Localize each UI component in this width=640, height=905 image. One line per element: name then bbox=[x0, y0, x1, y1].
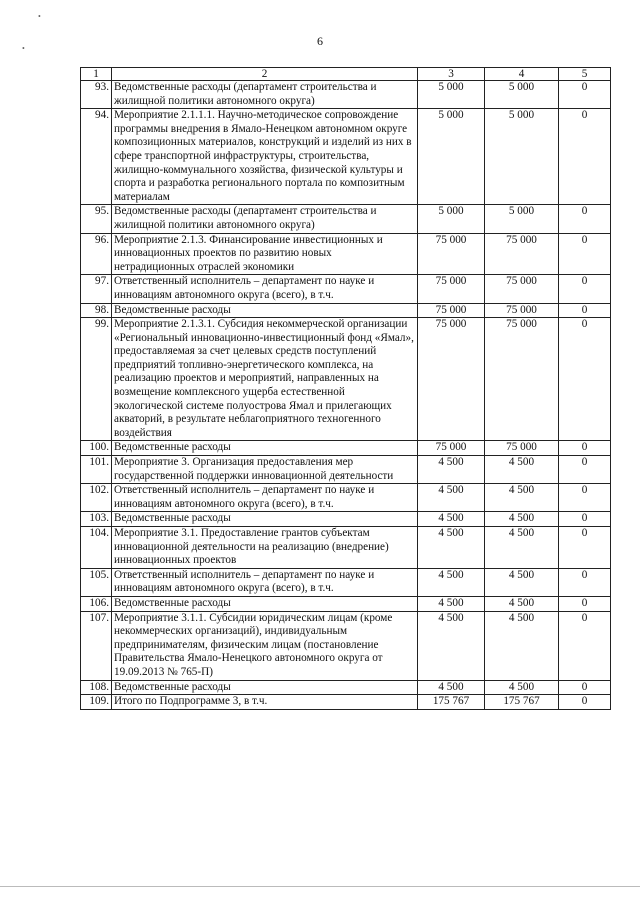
row-value-col5-cell: 0 bbox=[559, 303, 611, 318]
table-row bbox=[81, 318, 611, 441]
row-value-col3-cell: 175 767 bbox=[418, 695, 485, 710]
row-description-cell: Ответственный исполнитель – департамент по науке и инновациям автономного округа (всего), в т.ч. bbox=[112, 275, 418, 303]
row-number-cell: 95. bbox=[81, 205, 112, 233]
row-value-col5-cell: 0 bbox=[559, 512, 611, 527]
row-value-col5-cell: 0 bbox=[559, 318, 611, 441]
row-value-col4-cell: 4 500 bbox=[485, 512, 559, 527]
table-row bbox=[81, 695, 611, 710]
row-value-col5-cell: 0 bbox=[559, 275, 611, 303]
row-value-col4-cell: 75 000 bbox=[485, 233, 559, 275]
row-number-cell: 93. bbox=[81, 81, 112, 109]
row-value-col5-cell: 0 bbox=[559, 205, 611, 233]
row-value-col5-cell: 0 bbox=[559, 596, 611, 611]
row-number-cell: 107. bbox=[81, 611, 112, 680]
row-value-col4-cell: 4 500 bbox=[485, 527, 559, 569]
row-number-cell: 97. bbox=[81, 275, 112, 303]
row-number-cell: 104. bbox=[81, 527, 112, 569]
header-cell-4: 4 bbox=[485, 68, 559, 81]
row-value-col4-cell: 4 500 bbox=[485, 611, 559, 680]
page-number: 6 bbox=[317, 34, 323, 48]
row-value-col3-cell: 4 500 bbox=[418, 680, 485, 695]
row-number-cell: 100. bbox=[81, 441, 112, 456]
header-cell-1: 1 bbox=[81, 68, 112, 81]
row-value-col5-cell: 0 bbox=[559, 109, 611, 205]
page-bottom-edge bbox=[0, 886, 640, 887]
row-value-col5-cell: 0 bbox=[559, 81, 611, 109]
row-value-col4-cell: 75 000 bbox=[485, 275, 559, 303]
table-row bbox=[81, 233, 611, 275]
row-description-cell: Мероприятие 3.1.1. Субсидии юридическим лицам (кроме некоммерческих организаций), индивидуальным предпринимателям, физическим лицам (постановление Правительства Ямало-Ненецкого автономного округа от 19.09.2013 № 765-П) bbox=[112, 611, 418, 680]
row-description-cell: Ответственный исполнитель – департамент по науке и инновациям автономного округа (всего), в т.ч. bbox=[112, 568, 418, 596]
table-row bbox=[81, 680, 611, 695]
table-header-row bbox=[81, 68, 611, 81]
row-number-cell: 109. bbox=[81, 695, 112, 710]
row-value-col5-cell: 0 bbox=[559, 233, 611, 275]
row-value-col3-cell: 4 500 bbox=[418, 456, 485, 484]
row-number-cell: 108. bbox=[81, 680, 112, 695]
row-value-col4-cell: 4 500 bbox=[485, 596, 559, 611]
table-row bbox=[81, 512, 611, 527]
row-value-col4-cell: 75 000 bbox=[485, 441, 559, 456]
row-value-col5-cell: 0 bbox=[559, 695, 611, 710]
row-value-col5-cell: 0 bbox=[559, 484, 611, 512]
header-cell-2: 2 bbox=[112, 68, 418, 81]
row-description-cell: Ведомственные расходы (департамент строительства и жилищной политики автономного округа) bbox=[112, 205, 418, 233]
row-number-cell: 103. bbox=[81, 512, 112, 527]
header-cell-5: 5 bbox=[559, 68, 611, 81]
table-row bbox=[81, 81, 611, 109]
table-row bbox=[81, 205, 611, 233]
row-value-col5-cell: 0 bbox=[559, 527, 611, 569]
row-value-col5-cell: 0 bbox=[559, 441, 611, 456]
table-row bbox=[81, 456, 611, 484]
table-row bbox=[81, 611, 611, 680]
row-number-cell: 105. bbox=[81, 568, 112, 596]
table-row bbox=[81, 527, 611, 569]
row-value-col4-cell: 5 000 bbox=[485, 109, 559, 205]
row-value-col3-cell: 4 500 bbox=[418, 484, 485, 512]
row-value-col4-cell: 4 500 bbox=[485, 456, 559, 484]
table-row bbox=[81, 303, 611, 318]
table-row bbox=[81, 596, 611, 611]
row-description-cell: Ведомственные расходы bbox=[112, 303, 418, 318]
row-value-col3-cell: 75 000 bbox=[418, 318, 485, 441]
row-value-col5-cell: 0 bbox=[559, 611, 611, 680]
row-description-cell: Мероприятие 2.1.1.1. Научно-методическое сопровождение программы внедрения в Ямало-Ненецком автономном округе композиционных материалов, конструкций и изделий из них в сфере транспортной инфраструктуры, строительства, жилищно-коммунального хозяйства, физической культуры и спорта и разработка регионального портала по композитным материалам bbox=[112, 109, 418, 205]
row-value-col5-cell: 0 bbox=[559, 680, 611, 695]
table-row bbox=[81, 109, 611, 205]
row-value-col4-cell: 75 000 bbox=[485, 318, 559, 441]
row-number-cell: 99. bbox=[81, 318, 112, 441]
row-value-col3-cell: 75 000 bbox=[418, 233, 485, 275]
row-value-col4-cell: 75 000 bbox=[485, 303, 559, 318]
row-value-col3-cell: 4 500 bbox=[418, 568, 485, 596]
row-value-col3-cell: 4 500 bbox=[418, 527, 485, 569]
table-row bbox=[81, 441, 611, 456]
row-value-col4-cell: 4 500 bbox=[485, 680, 559, 695]
row-number-cell: 98. bbox=[81, 303, 112, 318]
row-value-col3-cell: 75 000 bbox=[418, 441, 485, 456]
row-value-col4-cell: 175 767 bbox=[485, 695, 559, 710]
row-value-col3-cell: 5 000 bbox=[418, 109, 485, 205]
row-number-cell: 101. bbox=[81, 456, 112, 484]
row-number-cell: 102. bbox=[81, 484, 112, 512]
row-description-cell: Мероприятие 2.1.3.1. Субсидия некоммерческой организации «Региональный инновационно-инвестиционный фонд «Ямал», предоставляемая за счет целевых средств поступлений предприятий топливно-энергетического комплекса, на реализацию проектов и мероприятий, направленных на возмещение комплексного ущерба естественной экологической системе полуострова Ямал и прилегающих акваторий, в результате неблагоприятного техногенного воздействия bbox=[112, 318, 418, 441]
row-value-col3-cell: 5 000 bbox=[418, 205, 485, 233]
row-description-cell: Ведомственные расходы bbox=[112, 512, 418, 527]
row-value-col3-cell: 75 000 bbox=[418, 275, 485, 303]
row-value-col4-cell: 4 500 bbox=[485, 484, 559, 512]
row-value-col3-cell: 4 500 bbox=[418, 611, 485, 680]
row-description-cell: Мероприятие 3. Организация предоставления мер государственной поддержки инновационной деятельности bbox=[112, 456, 418, 484]
scan-speck: • bbox=[38, 12, 41, 21]
scan-speck: • bbox=[22, 44, 25, 53]
row-value-col4-cell: 4 500 bbox=[485, 568, 559, 596]
row-description-cell: Мероприятие 3.1. Предоставление грантов субъектам инновационной деятельности на реализацию (внедрение) инновационных проектов bbox=[112, 527, 418, 569]
row-description-cell: Ответственный исполнитель – департамент по науке и инновациям автономного округа (всего), в т.ч. bbox=[112, 484, 418, 512]
row-description-cell: Ведомственные расходы bbox=[112, 596, 418, 611]
row-number-cell: 94. bbox=[81, 109, 112, 205]
row-description-cell: Итого по Подпрограмме 3, в т.ч. bbox=[112, 695, 418, 710]
row-value-col4-cell: 5 000 bbox=[485, 205, 559, 233]
header-cell-3: 3 bbox=[418, 68, 485, 81]
row-value-col3-cell: 5 000 bbox=[418, 81, 485, 109]
row-description-cell: Ведомственные расходы bbox=[112, 441, 418, 456]
row-value-col5-cell: 0 bbox=[559, 568, 611, 596]
row-value-col3-cell: 75 000 bbox=[418, 303, 485, 318]
row-description-cell: Ведомственные расходы (департамент строительства и жилищной политики автономного округа) bbox=[112, 81, 418, 109]
row-number-cell: 106. bbox=[81, 596, 112, 611]
row-value-col4-cell: 5 000 bbox=[485, 81, 559, 109]
budget-table bbox=[80, 67, 611, 710]
table-row bbox=[81, 484, 611, 512]
row-value-col5-cell: 0 bbox=[559, 456, 611, 484]
row-number-cell: 96. bbox=[81, 233, 112, 275]
row-description-cell: Ведомственные расходы bbox=[112, 680, 418, 695]
row-value-col3-cell: 4 500 bbox=[418, 512, 485, 527]
table-row bbox=[81, 275, 611, 303]
row-description-cell: Мероприятие 2.1.3. Финансирование инвестиционных и инновационных проектов по развитию новых нетрадиционных отраслей экономики bbox=[112, 233, 418, 275]
table-row bbox=[81, 568, 611, 596]
row-value-col3-cell: 4 500 bbox=[418, 596, 485, 611]
